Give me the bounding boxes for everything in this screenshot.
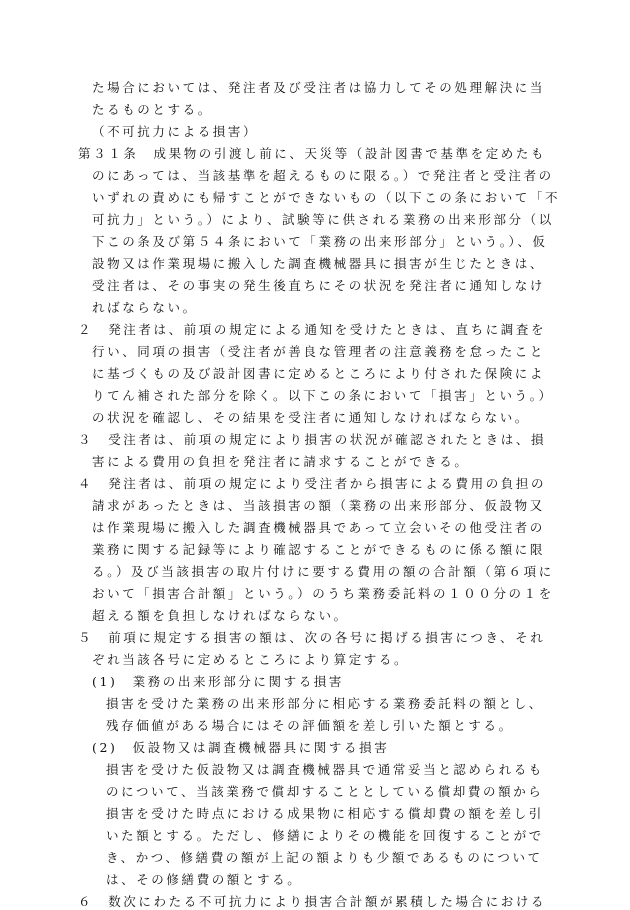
item-1-heading: (1) 業務の出来形部分に関する損害 (92, 674, 345, 689)
text-line: ぞれ当該各号に定めるところにより算定する。 (92, 652, 410, 667)
paragraph-4: ４ 発注者は、前項の規定により受注者から損害による費用の負担の (78, 476, 547, 491)
paragraph-5: ５ 前項に規定する損害の額は、次の各号に掲げる損害につき、それ (78, 630, 546, 645)
text-line: ればならない。 (92, 300, 198, 315)
text-line: 残存価値がある場合にはその評価額を差し引いた額とする。 (106, 718, 514, 733)
text-line: たるものとする。 (92, 102, 213, 117)
article-heading: 第３１条 成果物の引渡し前に、天災等（設計図書で基準を定めたも (78, 146, 547, 161)
text-line: 損害を受けた業務の出来形部分に相応する業務委託料の額とし、 (106, 696, 544, 711)
text-line: いた額とする。ただし、修繕によりその機能を回復することがで (106, 828, 544, 843)
text-line: 損害を受けた仮設物又は調査機械器具で通常妥当と認められるも (106, 762, 544, 777)
text-line: る。）及び当該損害の取片付けに要する費用の額の合計額（第６項に (92, 564, 554, 579)
text-line: 設物又は作業現場に搬入した調査機械器具に損害が生じたときは、 (92, 256, 546, 271)
text-line: 損害を受けた時点における成果物に相応する償却費の額を差し引 (106, 806, 544, 821)
text-line: のにあっては、当該基準を超えるものに限る。）で発注者と受注者の (92, 168, 554, 183)
text-line: は、その修繕費の額とする。 (106, 872, 303, 887)
text-line: 下この条及び第５４条において「業務の出来形部分」という。）、仮 (92, 234, 548, 249)
text-line: の状況を確認し、その結果を受注者に通知しなければならない。 (92, 410, 530, 425)
text-line: 可抗力」という。）により、試験等に供される業務の出来形部分（以 (92, 212, 554, 227)
paragraph-3: ３ 受注者は、前項の規定により損害の状況が確認されたときは、損 (78, 432, 547, 447)
text-line: おいて「損害合計額」という。）のうち業務委託料の１００分の１を (92, 586, 554, 601)
text-line: 請求があったときは、当該損害の額（業務の出来形部分、仮設物又 (92, 498, 545, 513)
paragraph-2: ２ 発注者は、前項の規定による通知を受けたときは、直ちに調査を (78, 322, 547, 337)
text-line: き、かつ、修繕費の額が上記の額よりも少額であるものについて (106, 850, 543, 865)
text-line: 業務に関する記録等により確認することができるものに係る額に限 (92, 542, 546, 557)
text-line: いずれの責めにも帰すことができないもの（以下この条において「不 (92, 190, 561, 205)
text-line: 害による費用の負担を発注者に請求することができる。 (92, 454, 470, 469)
paragraph-6: ６ 数次にわたる不可抗力により損害合計額が累積した場合における (78, 894, 547, 909)
text-line: 超える額を負担しなければならない。 (92, 608, 349, 623)
text-line: に基づくもの及び設計図書に定めるところにより付された保険によ (92, 366, 546, 381)
text-line: た場合においては、発注者及び受注者は協力してその処理解決に当 (92, 80, 546, 95)
section-heading: （不可抗力による損害） (92, 124, 259, 139)
item-2-heading: (2) 仮設物又は調査機械器具に関する損害 (92, 740, 390, 755)
text-line: のについて、当該業務で償却することとしている償却費の額から (106, 784, 544, 799)
text-line: 行い、同項の損害（受注者が善良な管理者の注意義務を怠ったこと (92, 344, 546, 359)
text-line: りてん補された部分を除く。以下この条において「損害」という。） (92, 388, 554, 403)
text-line: 受注者は、その事実の発生後直ちにその状況を発注者に通知しなけ (92, 278, 546, 293)
text-line: は作業現場に搬入した調査機械器具であって立会いその他受注者の (92, 520, 545, 535)
